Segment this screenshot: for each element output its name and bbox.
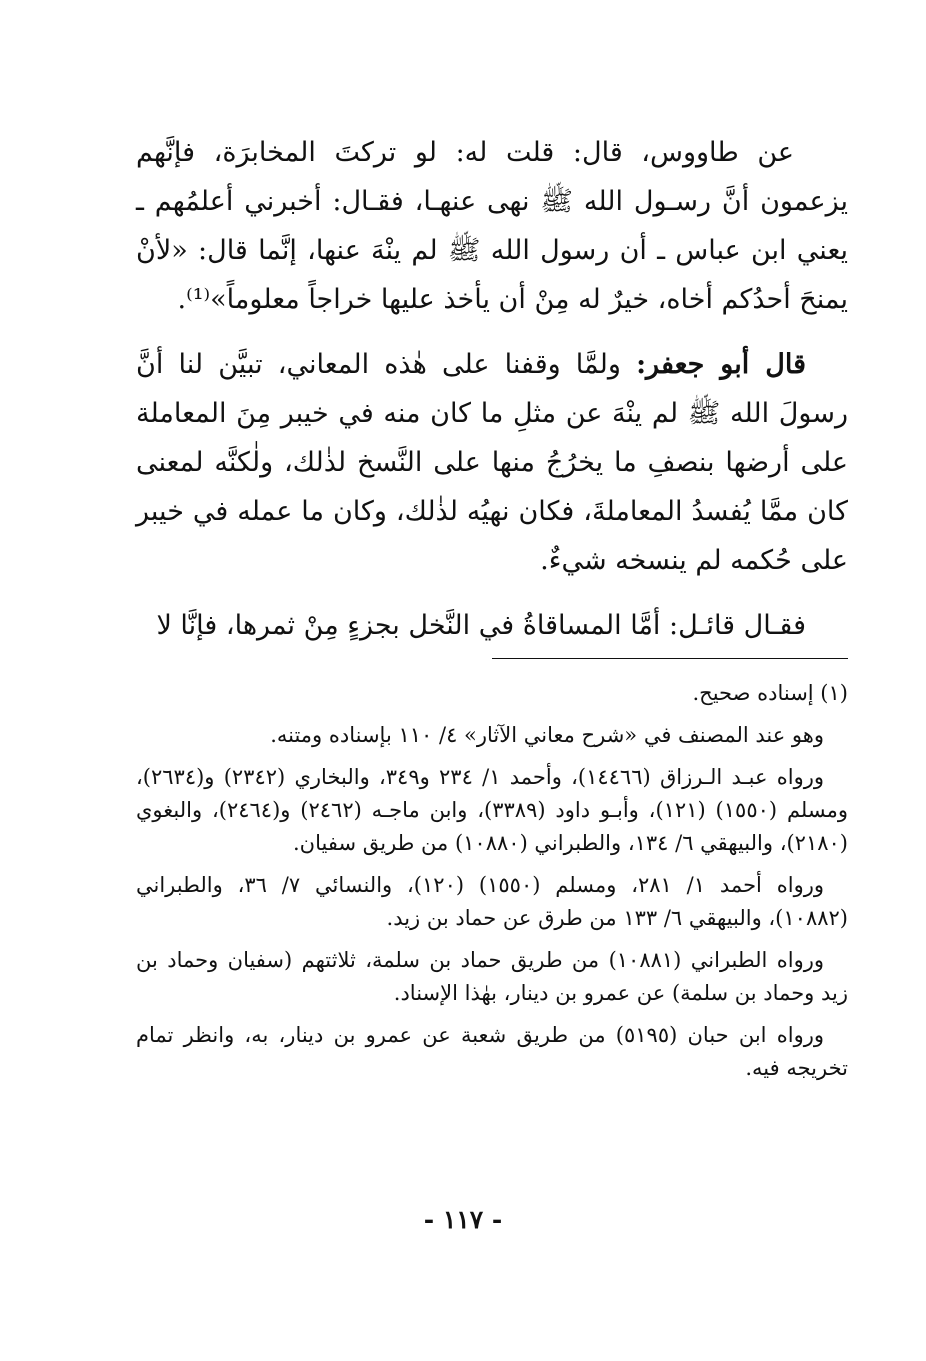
footnote-divider	[492, 658, 848, 659]
main-paragraph-1: عن طاووس، قال: قلت له: لو تركتَ المخابرَة، فإنَّهم يزعمون أنَّ رسـول الله ﷺ نهى عنهـا، فقـال: أخبرني أعلمُهم ـ يعني ابن عباس ـ أن رسول الله ﷺ لم ينْهَ عنها، إنَّما قال: «لأنْ يمنحَ أحدُكم أخاه، خيرٌ له مِنْ أن يأخذ عليها خراجاً معلوماً»⁽¹⁾.	[136, 137, 848, 315]
main-paragraph-2	[136, 340, 848, 585]
footnotes-section	[136, 677, 848, 1085]
footnote-heading: (١) إسناده صحيح.	[692, 681, 848, 705]
footnote-narration-4: ورواه ابن حبان (٥١٩٥) من طريق شعبة عن عمرو بن دينار، به، وانظر تمام تخريجه فيه.	[136, 1023, 848, 1080]
book-page	[136, 128, 848, 1094]
main-paragraph-3: فقـال قائـل: أمَّا المساقاةُ في النَّخل بجزءٍ مِنْ ثمرها، فإنَّا لا	[156, 610, 806, 641]
footnote-source: وهو عند المصنف في «شرح معاني الآثار» ٤/ ١١٠ بإسناده ومتنه.	[270, 723, 824, 747]
speaker-label: قال أبو جعفر:	[636, 349, 806, 380]
footnote-narration-3: ورواه الطبراني (١٠٨٨١) من طريق حماد بن سلمة، ثلاثتهم (سفيان وحماد بن زيد وحماد بن سلمة) عن عمرو بن دينار، بهٰذا الإسناد.	[136, 948, 848, 1005]
main-paragraph-2-body: ولمَّا وقفنا على هٰذه المعاني، تبيَّن لنا أنَّ رسولَ الله ﷺ لم ينْهَ عن مثلِ ما كان منه في خيبر مِنَ المعاملة على أرضها بنصفِ ما يخرُجُ منها على النَّسخ لذٰلك، ولٰكنَّه لمعنى كان ممَّا يُفسدُ المعاملةَ، فكان نهيُه لذٰلك، وكان ما عمله في خيبر على حُكمه لم ينسخه شيءٌ.	[136, 349, 848, 576]
page-number: - ١١٧ -	[423, 1205, 503, 1234]
footnote-narration-1: ورواه عبـد الـرزاق (١٤٤٦٦)، وأحمد ١/ ٢٣٤ و٣٤٩، والبخاري (٢٣٤٢) و(٢٦٣٤)، ومسلم (١٥٥٠) (١٢١)، وأبـو داود (٣٣٨٩)، وابن ماجـه (٢٤٦٢) و(٢٤٦٤)، والبغوي (٢١٨٠)، والبيهقي ٦/ ١٣٤، والطبراني (١٠٨٨٠) من طريق سفيان.	[136, 765, 849, 855]
footnote-narration-2: ورواه أحمد ١/ ٢٨١، ومسلم (١٥٥٠) (١٢٠)، والنسائي ٧/ ٣٦، والطبراني (١٠٨٨٢)، والبيهقي ٦/ ١٣٣ من طرق عن حماد بن زيد.	[136, 873, 848, 930]
